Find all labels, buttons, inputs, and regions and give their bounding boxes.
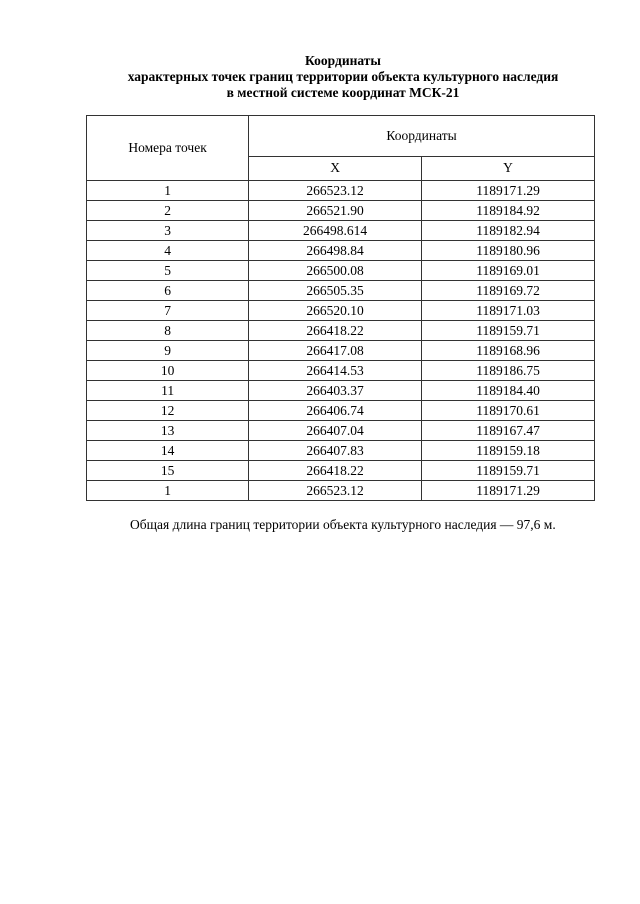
point-number-cell: 2 xyxy=(87,201,249,221)
x-coordinate-cell: 266417.08 xyxy=(249,341,422,361)
header-y: Y xyxy=(422,156,595,180)
point-number-cell: 7 xyxy=(87,301,249,321)
point-number-cell: 1 xyxy=(87,181,249,201)
x-coordinate-cell: 266523.12 xyxy=(249,481,422,501)
table-body xyxy=(87,181,595,501)
point-number-cell: 15 xyxy=(87,461,249,481)
y-coordinate-cell: 1189171.29 xyxy=(422,181,595,201)
y-coordinate-cell: 1189159.71 xyxy=(422,321,595,341)
table-row xyxy=(87,361,595,381)
x-coordinate-cell: 266521.90 xyxy=(249,201,422,221)
y-coordinate-cell: 1189168.96 xyxy=(422,341,595,361)
y-coordinate-cell: 1189159.18 xyxy=(422,441,595,461)
coordinates-table xyxy=(86,115,595,501)
point-number-cell: 4 xyxy=(87,241,249,261)
point-number-cell: 9 xyxy=(87,341,249,361)
y-coordinate-cell: 1189171.29 xyxy=(422,481,595,501)
y-coordinate-cell: 1189169.72 xyxy=(422,281,595,301)
x-coordinate-cell: 266407.04 xyxy=(249,421,422,441)
table-row xyxy=(87,321,595,341)
y-coordinate-cell: 1189186.75 xyxy=(422,361,595,381)
page-title xyxy=(0,53,640,101)
table-row xyxy=(87,201,595,221)
point-number-cell: 10 xyxy=(87,361,249,381)
y-coordinate-cell: 1189180.96 xyxy=(422,241,595,261)
x-coordinate-cell: 266418.22 xyxy=(249,321,422,341)
point-number-cell: 11 xyxy=(87,381,249,401)
y-coordinate-cell: 1189167.47 xyxy=(422,421,595,441)
x-coordinate-cell: 266498.84 xyxy=(249,241,422,261)
point-number-cell: 1 xyxy=(87,481,249,501)
x-coordinate-cell: 266520.10 xyxy=(249,301,422,321)
point-number-cell: 13 xyxy=(87,421,249,441)
table-row xyxy=(87,401,595,421)
table-row xyxy=(87,301,595,321)
table-row xyxy=(87,261,595,281)
table-row xyxy=(87,241,595,261)
table-row xyxy=(87,341,595,361)
y-coordinate-cell: 1189169.01 xyxy=(422,261,595,281)
y-coordinate-cell: 1189184.92 xyxy=(422,201,595,221)
table-row xyxy=(87,441,595,461)
y-coordinate-cell: 1189170.61 xyxy=(422,401,595,421)
y-coordinate-cell: 1189159.71 xyxy=(422,461,595,481)
x-coordinate-cell: 266407.83 xyxy=(249,441,422,461)
header-x: X xyxy=(249,156,422,180)
x-coordinate-cell: 266414.53 xyxy=(249,361,422,381)
title-line-1: Координаты xyxy=(305,53,381,68)
x-coordinate-cell: 266500.08 xyxy=(249,261,422,281)
header-coordinates: Координаты xyxy=(249,116,595,157)
x-coordinate-cell: 266523.12 xyxy=(249,181,422,201)
table-row xyxy=(87,461,595,481)
point-number-cell: 14 xyxy=(87,441,249,461)
table-row xyxy=(87,381,595,401)
table-row xyxy=(87,221,595,241)
point-number-cell: 3 xyxy=(87,221,249,241)
table-row xyxy=(87,281,595,301)
x-coordinate-cell: 266498.614 xyxy=(249,221,422,241)
y-coordinate-cell: 1189182.94 xyxy=(422,221,595,241)
point-number-cell: 12 xyxy=(87,401,249,421)
boundary-length-note: Общая длина границ территории объекта культурного наследия — 97,6 м. xyxy=(130,517,556,532)
header-point-numbers: Номера точек xyxy=(87,116,249,181)
x-coordinate-cell: 266403.37 xyxy=(249,381,422,401)
x-coordinate-cell: 266406.74 xyxy=(249,401,422,421)
x-coordinate-cell: 266505.35 xyxy=(249,281,422,301)
point-number-cell: 8 xyxy=(87,321,249,341)
table-row xyxy=(87,181,595,201)
point-number-cell: 6 xyxy=(87,281,249,301)
point-number-cell: 5 xyxy=(87,261,249,281)
title-line-2: характерных точек границ территории объекта культурного наследия xyxy=(127,69,559,84)
table-row xyxy=(87,481,595,501)
y-coordinate-cell: 1189184.40 xyxy=(422,381,595,401)
x-coordinate-cell: 266418.22 xyxy=(249,461,422,481)
title-line-3: в местной системе координат МСК-21 xyxy=(226,85,460,100)
y-coordinate-cell: 1189171.03 xyxy=(422,301,595,321)
table-row xyxy=(87,421,595,441)
